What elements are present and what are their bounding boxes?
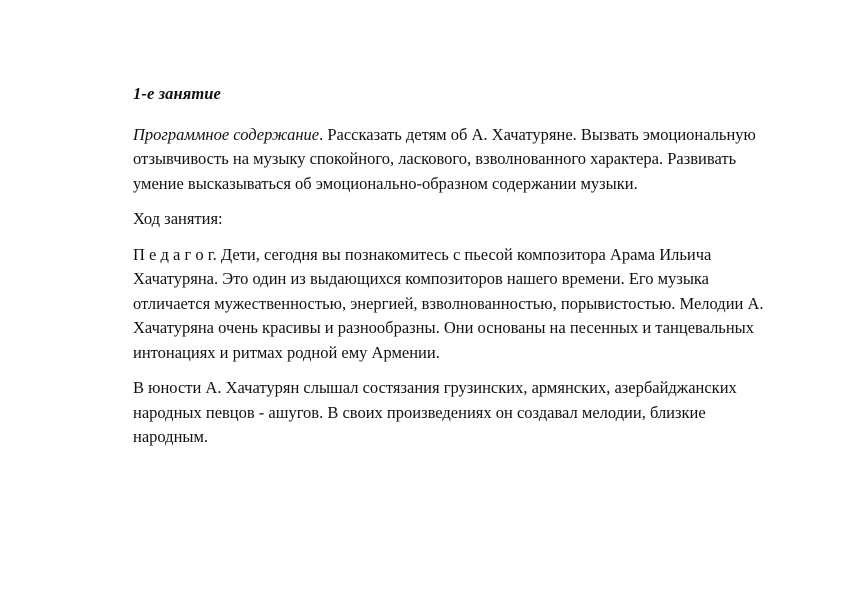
program-content-text: . Рассказать детям об А. Хачатуряне. Вызвать эмоциональную отзывчивость на музыку спокойного, ласкового, взволнованного характера. Развивать умение высказываться об эмоционально-образном содержании музыки. bbox=[133, 124, 756, 193]
program-content-label: Программное содержание bbox=[133, 124, 320, 144]
document-page bbox=[133, 82, 783, 461]
program-content-paragraph bbox=[133, 123, 783, 197]
teacher-paragraph bbox=[133, 243, 783, 366]
teacher-label: П е д а г о г. bbox=[133, 244, 217, 264]
youth-paragraph: В юности А. Хачатурян слышал состязания грузинских, армянских, азербайджанских народных певцов - ашугов. В своих произведениях он создавал мелодии, близкие народным. bbox=[133, 378, 737, 446]
lesson-progress-label: Ход занятия: bbox=[133, 209, 223, 228]
lesson-heading: 1-е занятие bbox=[133, 84, 221, 103]
teacher-text: Дети, сегодня вы познакомитесь с пьесой композитора Арама Ильича Хачатуряна. Это один из выдающихся композиторов нашего времени. Его музыка отличается мужественностью, энергией, взволнованностью, порывистостью. Мелодии А. Хачатуряна очень красивы и разнообразны. Они основаны на песенных и танцевальных интонациях и ритмах родной ему Армении. bbox=[133, 244, 764, 362]
